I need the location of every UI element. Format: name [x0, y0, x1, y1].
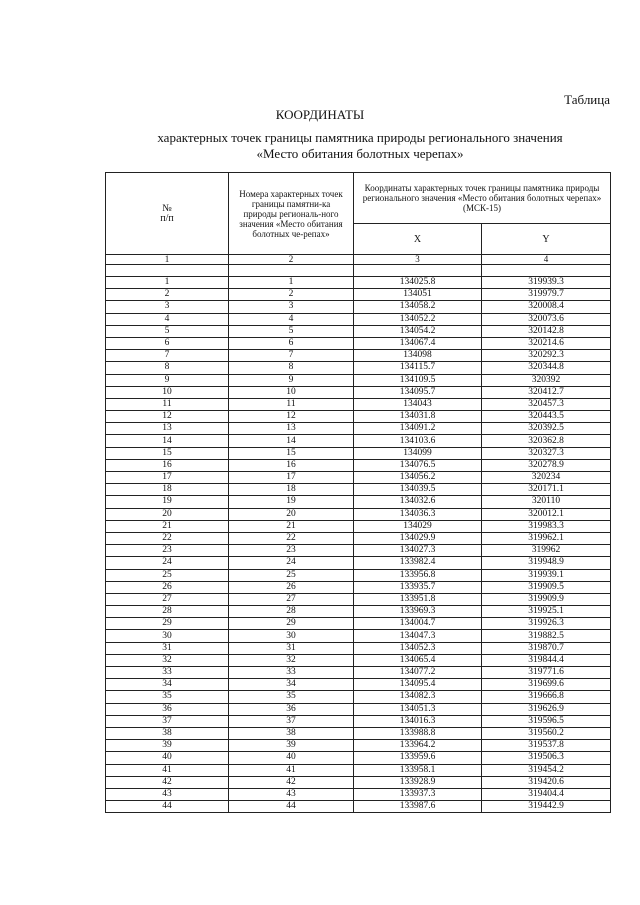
x-coordinate-cell: 134082.3 [354, 691, 482, 703]
point-number-cell: 33 [229, 667, 354, 679]
y-coordinate-cell: 320234 [482, 472, 611, 484]
point-number-cell: 43 [229, 788, 354, 800]
blank-row [106, 265, 611, 277]
x-coordinate-cell: 133937.3 [354, 788, 482, 800]
point-number-cell: 34 [229, 679, 354, 691]
x-coordinate-cell: 134029.9 [354, 532, 482, 544]
x-coordinate-cell: 134036.3 [354, 508, 482, 520]
header-y: Y [482, 224, 611, 255]
table-row [106, 776, 611, 788]
table-row [106, 715, 611, 727]
x-coordinate-cell: 134091.2 [354, 423, 482, 435]
row-number-cell: 40 [106, 752, 229, 764]
table-row [106, 740, 611, 752]
subtitle-line-2: «Место обитания болотных черепах» [256, 146, 464, 161]
row-number-cell: 24 [106, 557, 229, 569]
y-coordinate-cell: 320171.1 [482, 484, 611, 496]
y-coordinate-cell: 319404.4 [482, 788, 611, 800]
x-coordinate-cell: 133935.7 [354, 581, 482, 593]
table-row [106, 337, 611, 349]
blank-cell [482, 265, 611, 277]
point-number-cell: 12 [229, 411, 354, 423]
point-number-cell: 2 [229, 289, 354, 301]
point-number-cell: 16 [229, 459, 354, 471]
y-coordinate-cell: 319870.7 [482, 642, 611, 654]
document-title: КООРДИНАТЫ [275, 107, 365, 122]
row-number-cell: 4 [106, 313, 229, 325]
point-number-cell: 9 [229, 374, 354, 386]
table-row [106, 642, 611, 654]
point-number-cell: 7 [229, 350, 354, 362]
row-number-cell: 38 [106, 727, 229, 739]
document-subtitle [100, 130, 620, 162]
x-coordinate-cell: 134077.2 [354, 667, 482, 679]
table-row [106, 667, 611, 679]
y-coordinate-cell: 319939.3 [482, 277, 611, 289]
x-coordinate-cell: 133982.4 [354, 557, 482, 569]
row-number-cell: 1 [106, 277, 229, 289]
table-row [106, 411, 611, 423]
table-row [106, 398, 611, 410]
row-number-cell: 26 [106, 581, 229, 593]
x-coordinate-cell: 134099 [354, 447, 482, 459]
x-coordinate-cell: 133959.6 [354, 752, 482, 764]
x-coordinate-cell: 134025.8 [354, 277, 482, 289]
table-row [106, 801, 611, 813]
point-number-cell: 26 [229, 581, 354, 593]
table-row [106, 325, 611, 337]
blank-cell [106, 265, 229, 277]
y-coordinate-cell: 319420.6 [482, 776, 611, 788]
x-coordinate-cell: 134103.6 [354, 435, 482, 447]
x-coordinate-cell: 134056.2 [354, 472, 482, 484]
x-coordinate-cell: 133987.6 [354, 801, 482, 813]
y-coordinate-cell: 319844.4 [482, 654, 611, 666]
x-coordinate-cell: 133951.8 [354, 593, 482, 605]
point-number-cell: 3 [229, 301, 354, 313]
y-coordinate-cell: 319979.7 [482, 289, 611, 301]
x-coordinate-cell: 134031.8 [354, 411, 482, 423]
row-number-cell: 6 [106, 337, 229, 349]
y-coordinate-cell: 319506.3 [482, 752, 611, 764]
x-coordinate-cell: 134052.3 [354, 642, 482, 654]
point-number-cell: 23 [229, 545, 354, 557]
table-row [106, 593, 611, 605]
y-coordinate-cell: 320142.8 [482, 325, 611, 337]
row-number-cell: 12 [106, 411, 229, 423]
row-number-cell: 19 [106, 496, 229, 508]
point-number-cell: 20 [229, 508, 354, 520]
table-row [106, 496, 611, 508]
table-row [106, 301, 611, 313]
column-number-row [106, 255, 611, 265]
column-number: 3 [354, 255, 482, 265]
x-coordinate-cell: 133969.3 [354, 606, 482, 618]
row-number-cell: 37 [106, 715, 229, 727]
x-coordinate-cell: 134016.3 [354, 715, 482, 727]
point-number-cell: 15 [229, 447, 354, 459]
y-coordinate-cell: 319666.8 [482, 691, 611, 703]
point-number-cell: 5 [229, 325, 354, 337]
row-number-cell: 23 [106, 545, 229, 557]
y-coordinate-cell: 320292.3 [482, 350, 611, 362]
row-number-cell: 28 [106, 606, 229, 618]
x-coordinate-cell: 134052.2 [354, 313, 482, 325]
y-coordinate-cell: 319560.2 [482, 727, 611, 739]
table-row [106, 557, 611, 569]
table-row [106, 350, 611, 362]
row-number-cell: 20 [106, 508, 229, 520]
x-coordinate-cell: 134051 [354, 289, 482, 301]
column-number: 2 [229, 255, 354, 265]
table-row [106, 472, 611, 484]
point-number-cell: 41 [229, 764, 354, 776]
table-row [106, 362, 611, 374]
x-coordinate-cell: 134098 [354, 350, 482, 362]
x-coordinate-cell: 134095.4 [354, 679, 482, 691]
table-row [106, 313, 611, 325]
blank-cell [229, 265, 354, 277]
column-number: 4 [482, 255, 611, 265]
row-number-cell: 36 [106, 703, 229, 715]
column-number: 1 [106, 255, 229, 265]
row-number-cell: 15 [106, 447, 229, 459]
row-number-cell: 22 [106, 532, 229, 544]
point-number-cell: 18 [229, 484, 354, 496]
table-row [106, 679, 611, 691]
point-number-cell: 1 [229, 277, 354, 289]
point-number-cell: 39 [229, 740, 354, 752]
y-coordinate-cell: 319882.5 [482, 630, 611, 642]
point-number-cell: 14 [229, 435, 354, 447]
row-number-cell: 42 [106, 776, 229, 788]
x-coordinate-cell: 134095.7 [354, 386, 482, 398]
x-coordinate-cell: 134027.3 [354, 545, 482, 557]
table-row [106, 764, 611, 776]
y-coordinate-cell: 319537.8 [482, 740, 611, 752]
row-number-cell: 35 [106, 691, 229, 703]
x-coordinate-cell: 134058.2 [354, 301, 482, 313]
y-coordinate-cell: 319983.3 [482, 520, 611, 532]
x-coordinate-cell: 134067.4 [354, 337, 482, 349]
table-row [106, 374, 611, 386]
row-number-cell: 34 [106, 679, 229, 691]
point-number-cell: 28 [229, 606, 354, 618]
y-coordinate-cell: 319771.6 [482, 667, 611, 679]
row-number-cell: 44 [106, 801, 229, 813]
row-number-cell: 2 [106, 289, 229, 301]
header-coordinates: Координаты характерных точек границы памятника природы регионального значения «Место обитания болотных черепах» (МСК-15) [354, 173, 611, 224]
table-row [106, 484, 611, 496]
x-coordinate-cell: 134039.5 [354, 484, 482, 496]
y-coordinate-cell: 320412.7 [482, 386, 611, 398]
y-coordinate-cell: 319909.9 [482, 593, 611, 605]
point-number-cell: 31 [229, 642, 354, 654]
blank-cell [354, 265, 482, 277]
y-coordinate-cell: 320392 [482, 374, 611, 386]
row-number-cell: 25 [106, 569, 229, 581]
y-coordinate-cell: 319962.1 [482, 532, 611, 544]
row-number-cell: 33 [106, 667, 229, 679]
table-row [106, 508, 611, 520]
table-row [106, 532, 611, 544]
table-row [106, 618, 611, 630]
y-coordinate-cell: 320443.5 [482, 411, 611, 423]
y-coordinate-cell: 320073.6 [482, 313, 611, 325]
x-coordinate-cell: 134065.4 [354, 654, 482, 666]
y-coordinate-cell: 320362.8 [482, 435, 611, 447]
table-row [106, 423, 611, 435]
x-coordinate-cell: 133988.8 [354, 727, 482, 739]
y-coordinate-cell: 319925.1 [482, 606, 611, 618]
row-number-cell: 9 [106, 374, 229, 386]
x-coordinate-cell: 134109.5 [354, 374, 482, 386]
row-number-cell: 27 [106, 593, 229, 605]
row-number-cell: 39 [106, 740, 229, 752]
y-coordinate-cell: 319699.6 [482, 679, 611, 691]
row-number-cell: 8 [106, 362, 229, 374]
y-coordinate-cell: 320012.1 [482, 508, 611, 520]
row-number-cell: 29 [106, 618, 229, 630]
y-coordinate-cell: 319442.9 [482, 801, 611, 813]
row-number-cell: 41 [106, 764, 229, 776]
point-number-cell: 8 [229, 362, 354, 374]
x-coordinate-cell: 134047.3 [354, 630, 482, 642]
table-row [106, 606, 611, 618]
y-coordinate-cell: 320327.3 [482, 447, 611, 459]
x-coordinate-cell: 134076.5 [354, 459, 482, 471]
point-number-cell: 44 [229, 801, 354, 813]
point-number-cell: 21 [229, 520, 354, 532]
row-number-cell: 31 [106, 642, 229, 654]
row-number-cell: 3 [106, 301, 229, 313]
table-row [106, 277, 611, 289]
row-number-cell: 30 [106, 630, 229, 642]
row-number-cell: 14 [106, 435, 229, 447]
point-number-cell: 17 [229, 472, 354, 484]
y-coordinate-cell: 319948.9 [482, 557, 611, 569]
table-row [106, 520, 611, 532]
point-number-cell: 32 [229, 654, 354, 666]
point-number-cell: 24 [229, 557, 354, 569]
row-number-cell: 7 [106, 350, 229, 362]
y-coordinate-cell: 320214.6 [482, 337, 611, 349]
x-coordinate-cell: 134004.7 [354, 618, 482, 630]
table-row [106, 545, 611, 557]
point-number-cell: 29 [229, 618, 354, 630]
table-row [106, 435, 611, 447]
subtitle-line-1: характерных точек границы памятника природы регионального значения [157, 130, 563, 145]
y-coordinate-cell: 319909.5 [482, 581, 611, 593]
table-header [106, 173, 611, 277]
table-body [106, 277, 611, 813]
x-coordinate-cell: 133958.1 [354, 764, 482, 776]
x-coordinate-cell: 134043 [354, 398, 482, 410]
row-number-cell: 5 [106, 325, 229, 337]
header-row-number: № п/п [106, 173, 229, 255]
table-row [106, 703, 611, 715]
row-number-cell: 11 [106, 398, 229, 410]
row-number-cell: 10 [106, 386, 229, 398]
header-x: X [354, 224, 482, 255]
y-coordinate-cell: 319926.3 [482, 618, 611, 630]
header-point-number: Номера характерных точек границы памятни-ка природы региональ-ного значения «Место обитания болотных че-репах» [229, 173, 354, 255]
table-row [106, 630, 611, 642]
row-number-cell: 43 [106, 788, 229, 800]
y-coordinate-cell: 320457.3 [482, 398, 611, 410]
point-number-cell: 38 [229, 727, 354, 739]
table-row [106, 459, 611, 471]
row-number-cell: 21 [106, 520, 229, 532]
row-number-cell: 18 [106, 484, 229, 496]
table-row [106, 386, 611, 398]
point-number-cell: 35 [229, 691, 354, 703]
table-row [106, 581, 611, 593]
point-number-cell: 36 [229, 703, 354, 715]
table-row [106, 654, 611, 666]
x-coordinate-cell: 134051.3 [354, 703, 482, 715]
table-row [106, 289, 611, 301]
y-coordinate-cell: 320344.8 [482, 362, 611, 374]
x-coordinate-cell: 133928.9 [354, 776, 482, 788]
y-coordinate-cell: 319626.9 [482, 703, 611, 715]
row-number-cell: 13 [106, 423, 229, 435]
table-row [106, 752, 611, 764]
x-coordinate-cell: 134054.2 [354, 325, 482, 337]
y-coordinate-cell: 320008.4 [482, 301, 611, 313]
x-coordinate-cell: 134029 [354, 520, 482, 532]
table-row [106, 691, 611, 703]
y-coordinate-cell: 319962 [482, 545, 611, 557]
x-coordinate-cell: 134032.6 [354, 496, 482, 508]
x-coordinate-cell: 133956.8 [354, 569, 482, 581]
point-number-cell: 22 [229, 532, 354, 544]
point-number-cell: 4 [229, 313, 354, 325]
y-coordinate-cell: 319939.1 [482, 569, 611, 581]
x-coordinate-cell: 133964.2 [354, 740, 482, 752]
row-number-cell: 17 [106, 472, 229, 484]
table-label: Таблица [564, 92, 610, 107]
y-coordinate-cell: 320392.5 [482, 423, 611, 435]
y-coordinate-cell: 320278.9 [482, 459, 611, 471]
point-number-cell: 10 [229, 386, 354, 398]
y-coordinate-cell: 320110 [482, 496, 611, 508]
point-number-cell: 27 [229, 593, 354, 605]
point-number-cell: 6 [229, 337, 354, 349]
coordinates-table [105, 172, 611, 813]
point-number-cell: 19 [229, 496, 354, 508]
point-number-cell: 30 [229, 630, 354, 642]
row-number-cell: 16 [106, 459, 229, 471]
table-row [106, 447, 611, 459]
table-row [106, 788, 611, 800]
point-number-cell: 40 [229, 752, 354, 764]
table-row [106, 569, 611, 581]
x-coordinate-cell: 134115.7 [354, 362, 482, 374]
table-row [106, 727, 611, 739]
point-number-cell: 11 [229, 398, 354, 410]
point-number-cell: 25 [229, 569, 354, 581]
point-number-cell: 42 [229, 776, 354, 788]
row-number-cell: 32 [106, 654, 229, 666]
y-coordinate-cell: 319596.5 [482, 715, 611, 727]
point-number-cell: 13 [229, 423, 354, 435]
y-coordinate-cell: 319454.2 [482, 764, 611, 776]
point-number-cell: 37 [229, 715, 354, 727]
